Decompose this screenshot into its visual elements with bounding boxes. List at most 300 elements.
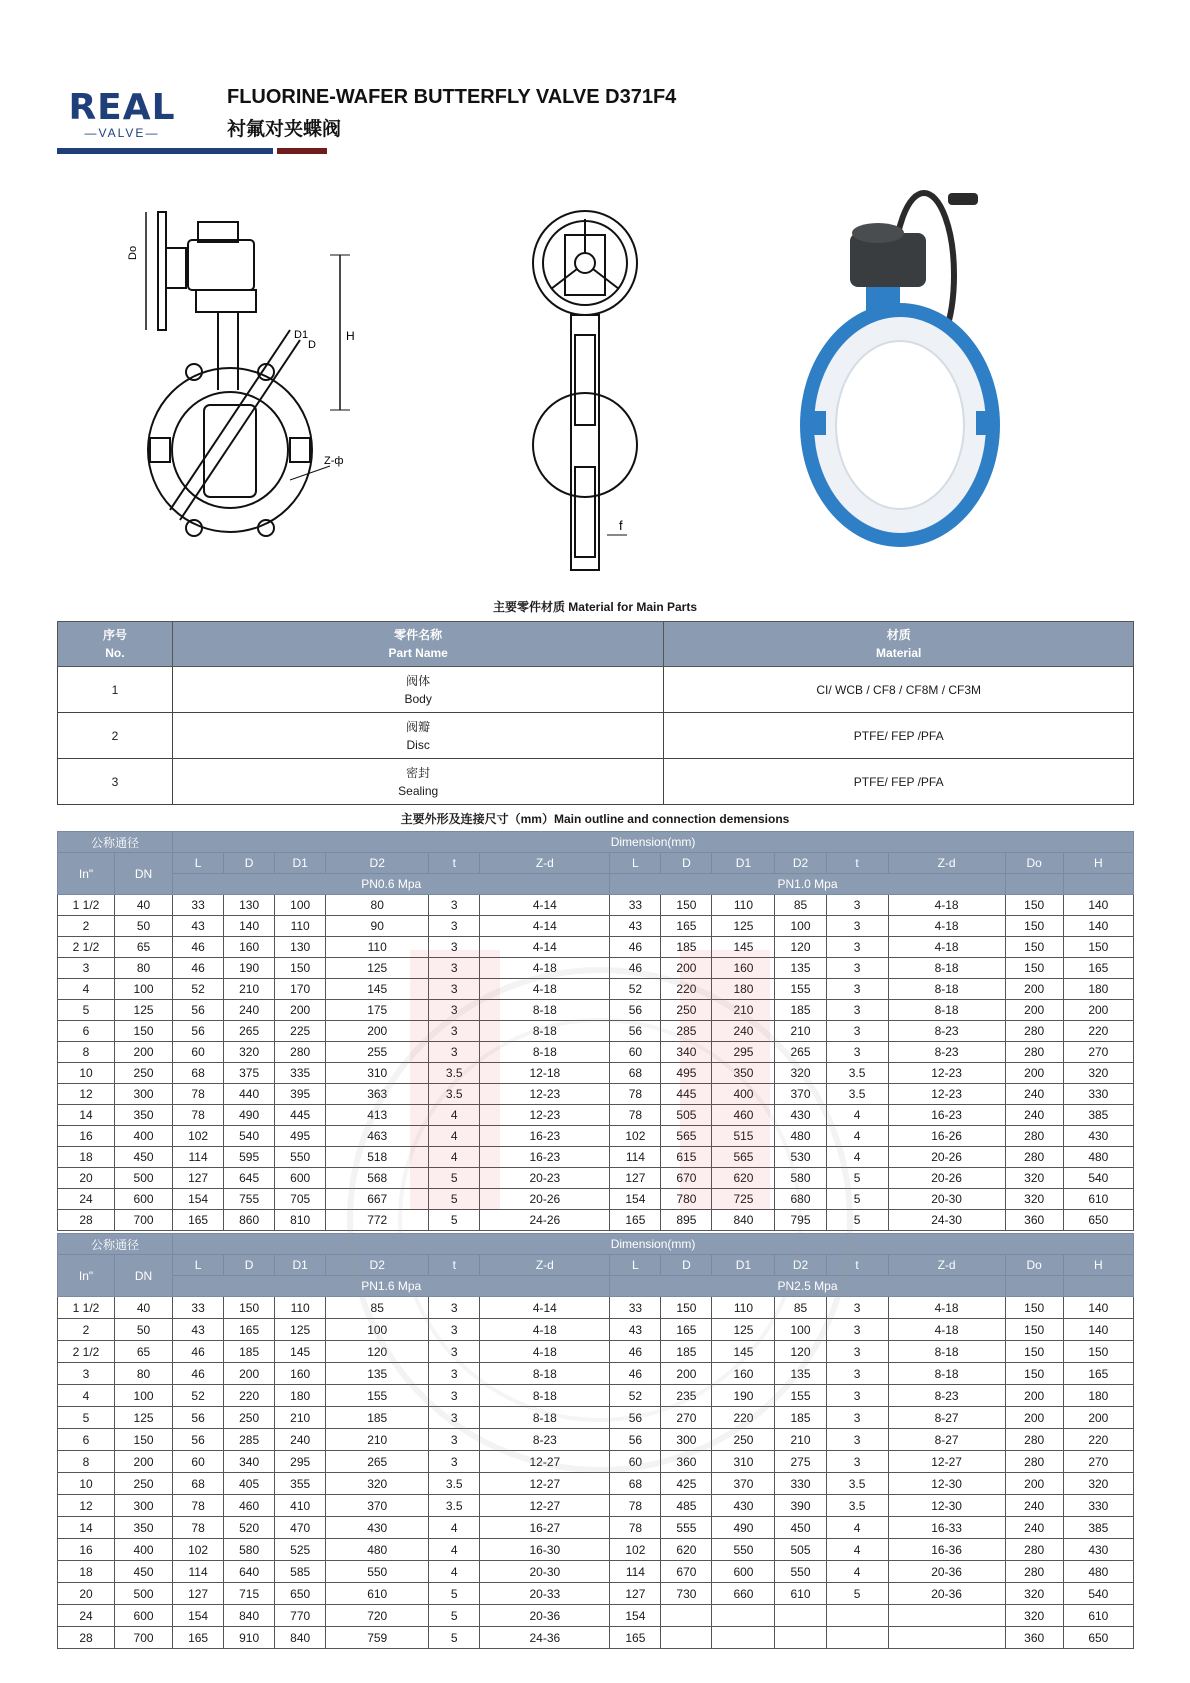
table-cell: 20-33 xyxy=(480,1583,610,1605)
table-cell: 4-14 xyxy=(480,1297,610,1319)
table-cell: 220 xyxy=(224,1385,275,1407)
table-cell: 3.5 xyxy=(826,1495,888,1517)
table-cell: 52 xyxy=(610,1385,661,1407)
table-cell: 20-36 xyxy=(888,1583,1005,1605)
table-cell: 12-23 xyxy=(480,1105,610,1126)
table-cell: 3 xyxy=(429,1429,480,1451)
col-header: D1 xyxy=(275,1255,326,1276)
table-cell: 700 xyxy=(115,1627,173,1649)
table-cell: 78 xyxy=(610,1084,661,1105)
table-cell: 265 xyxy=(775,1042,826,1063)
table-cell: 3.5 xyxy=(429,1473,480,1495)
table-cell: 3 xyxy=(429,1000,480,1021)
table-cell: 24 xyxy=(58,1189,115,1210)
table-cell: 3 xyxy=(826,895,888,916)
table-cell: 770 xyxy=(275,1605,326,1627)
table-cell: 185 xyxy=(661,937,712,958)
table-cell: 4-14 xyxy=(480,937,610,958)
col-header: t xyxy=(826,1255,888,1276)
table-cell: 430 xyxy=(1063,1539,1133,1561)
col-header: L xyxy=(610,853,661,874)
col-header: D xyxy=(661,1255,712,1276)
table-cell: 110 xyxy=(712,1297,775,1319)
table-cell: 650 xyxy=(1063,1627,1133,1649)
table-cell: 68 xyxy=(173,1063,224,1084)
table-row xyxy=(58,1084,1134,1105)
table-cell: 240 xyxy=(1005,1084,1063,1105)
table-cell: 20-30 xyxy=(480,1561,610,1583)
col-header: D2 xyxy=(326,1255,429,1276)
table-cell: 24-26 xyxy=(480,1210,610,1231)
table-cell: 50 xyxy=(115,916,173,937)
table-cell: 400 xyxy=(115,1539,173,1561)
table-row xyxy=(58,1363,1134,1385)
table-cell: 68 xyxy=(173,1473,224,1495)
table-cell: 100 xyxy=(326,1319,429,1341)
table-cell: 46 xyxy=(610,1363,661,1385)
table-cell: 154 xyxy=(610,1189,661,1210)
table-cell: 85 xyxy=(775,1297,826,1319)
table-cell: 52 xyxy=(173,979,224,1000)
table-cell: 425 xyxy=(661,1473,712,1495)
table-cell: 5 xyxy=(429,1189,480,1210)
table-row xyxy=(58,1627,1134,1649)
table-cell: 310 xyxy=(712,1451,775,1473)
table-cell: 12-23 xyxy=(888,1063,1005,1084)
table-cell: 4-18 xyxy=(888,916,1005,937)
dim-col-row xyxy=(58,1255,1134,1276)
table-cell: 8-18 xyxy=(480,1407,610,1429)
table-cell: 90 xyxy=(326,916,429,937)
table-cell: 270 xyxy=(1063,1042,1133,1063)
table-cell: 85 xyxy=(775,895,826,916)
table-row xyxy=(58,1042,1134,1063)
table-cell: 320 xyxy=(326,1473,429,1495)
table-cell: 5 xyxy=(826,1189,888,1210)
table-cell: 200 xyxy=(1005,1063,1063,1084)
table-cell: 2 xyxy=(58,916,115,937)
table-cell: 4 xyxy=(826,1147,888,1168)
table-row xyxy=(58,1297,1134,1319)
table-cell: 125 xyxy=(115,1407,173,1429)
table-cell: 16-30 xyxy=(480,1539,610,1561)
table-cell: 5 xyxy=(826,1168,888,1189)
table-cell: 495 xyxy=(275,1126,326,1147)
table-cell: 4 xyxy=(429,1105,480,1126)
table-cell: 65 xyxy=(115,937,173,958)
table-cell: 610 xyxy=(1063,1605,1133,1627)
table-cell: 155 xyxy=(775,979,826,1000)
table-cell: 40 xyxy=(115,895,173,916)
table-cell: 8-18 xyxy=(888,958,1005,979)
table-cell: 185 xyxy=(661,1341,712,1363)
table-cell: 4-18 xyxy=(888,937,1005,958)
table-row xyxy=(58,1189,1134,1210)
table-cell: 4 xyxy=(58,979,115,1000)
table-row xyxy=(58,1385,1134,1407)
table-cell: 370 xyxy=(712,1473,775,1495)
table-cell: 280 xyxy=(1005,1147,1063,1168)
table-cell: 56 xyxy=(610,1000,661,1021)
table-cell: 154 xyxy=(173,1189,224,1210)
table-cell: 145 xyxy=(275,1341,326,1363)
table-cell: 6 xyxy=(58,1021,115,1042)
cell-material: PTFE/ FEP /PFA xyxy=(664,759,1134,805)
table-cell: 60 xyxy=(173,1451,224,1473)
pn-blank xyxy=(1063,1276,1133,1297)
col-header: D1 xyxy=(275,853,326,874)
table-cell: 150 xyxy=(1005,958,1063,979)
table-cell: 12-27 xyxy=(480,1495,610,1517)
table-cell: 8-18 xyxy=(480,1385,610,1407)
table-cell: 270 xyxy=(1063,1451,1133,1473)
table-cell: 10 xyxy=(58,1063,115,1084)
table-cell: 165 xyxy=(661,916,712,937)
page-title-cn: 衬氟对夹蝶阀 xyxy=(227,119,342,140)
table-cell: 68 xyxy=(610,1473,661,1495)
table-cell: 730 xyxy=(661,1583,712,1605)
col-header: L xyxy=(610,1255,661,1276)
col-header: t xyxy=(429,853,480,874)
table-cell: 8-18 xyxy=(480,1042,610,1063)
table-cell: 445 xyxy=(275,1105,326,1126)
table-cell: 725 xyxy=(712,1189,775,1210)
table-cell: 18 xyxy=(58,1147,115,1168)
table-cell: 56 xyxy=(610,1407,661,1429)
table-cell: 5 xyxy=(826,1210,888,1231)
table-cell: 3 xyxy=(826,1385,888,1407)
table-cell: 780 xyxy=(661,1189,712,1210)
table-cell: 680 xyxy=(775,1189,826,1210)
table-cell: 8-18 xyxy=(888,1363,1005,1385)
table-cell: 56 xyxy=(173,1407,224,1429)
table-cell: 78 xyxy=(610,1495,661,1517)
table-cell: 46 xyxy=(610,958,661,979)
table-cell: 150 xyxy=(224,1297,275,1319)
header-bar-red xyxy=(277,148,327,154)
table-cell: 295 xyxy=(712,1042,775,1063)
table-cell: 430 xyxy=(326,1517,429,1539)
table-cell: 210 xyxy=(712,1000,775,1021)
table-cell: 85 xyxy=(326,1297,429,1319)
table-cell: 16 xyxy=(58,1539,115,1561)
table-cell: 600 xyxy=(115,1189,173,1210)
table-cell: 840 xyxy=(712,1210,775,1231)
table-cell: 28 xyxy=(58,1210,115,1231)
table-cell: 240 xyxy=(275,1429,326,1451)
table-cell: 125 xyxy=(115,1000,173,1021)
table-cell: 150 xyxy=(1005,1297,1063,1319)
table-cell xyxy=(888,1627,1005,1649)
table-cell: 310 xyxy=(326,1063,429,1084)
table-cell: 200 xyxy=(1063,1000,1133,1021)
table-cell: 3 xyxy=(826,1341,888,1363)
table-cell: 585 xyxy=(275,1561,326,1583)
table-cell: 190 xyxy=(712,1385,775,1407)
col-header: Z-d xyxy=(480,1255,610,1276)
table-cell: 78 xyxy=(173,1084,224,1105)
table-cell: 285 xyxy=(661,1021,712,1042)
table-cell: 125 xyxy=(712,916,775,937)
table-cell: 102 xyxy=(610,1126,661,1147)
table-cell: 250 xyxy=(661,1000,712,1021)
table-cell: 140 xyxy=(1063,1319,1133,1341)
table-cell: 640 xyxy=(224,1561,275,1583)
table-cell: 240 xyxy=(712,1021,775,1042)
label-d: D xyxy=(308,339,316,351)
table-cell: 300 xyxy=(115,1084,173,1105)
header-material: 材质 Material xyxy=(664,622,1134,667)
table-row xyxy=(58,667,1134,713)
table-row xyxy=(58,1063,1134,1084)
table-cell: 320 xyxy=(1005,1605,1063,1627)
cell-no: 1 xyxy=(58,667,173,713)
table-cell: 180 xyxy=(712,979,775,1000)
table-cell: 12-27 xyxy=(480,1473,610,1495)
label-do: Do xyxy=(127,245,139,260)
table-cell: 20-23 xyxy=(480,1168,610,1189)
table-cell: 28 xyxy=(58,1627,115,1649)
table-cell: 150 xyxy=(1063,1341,1133,1363)
table-cell: 3 xyxy=(826,1042,888,1063)
table-cell: 14 xyxy=(58,1517,115,1539)
table-cell: 270 xyxy=(661,1407,712,1429)
table-cell: 46 xyxy=(610,1341,661,1363)
table-cell: 225 xyxy=(275,1021,326,1042)
table-cell: 46 xyxy=(173,1341,224,1363)
pn-left: PN0.6 Mpa xyxy=(173,874,610,895)
table-cell: 130 xyxy=(224,895,275,916)
table-cell: 385 xyxy=(1063,1105,1133,1126)
table-cell: 14 xyxy=(58,1105,115,1126)
table-cell: 480 xyxy=(1063,1147,1133,1168)
table-cell: 3.5 xyxy=(429,1084,480,1105)
pn-blank xyxy=(1063,874,1133,895)
table-cell: 860 xyxy=(224,1210,275,1231)
table-cell: 430 xyxy=(712,1495,775,1517)
table-cell: 3.5 xyxy=(826,1063,888,1084)
table-cell: 600 xyxy=(275,1168,326,1189)
table-cell: 3 xyxy=(429,916,480,937)
table-cell: 8-23 xyxy=(888,1385,1005,1407)
table-cell: 3 xyxy=(826,1451,888,1473)
table-cell: 280 xyxy=(1005,1561,1063,1583)
label-f: f xyxy=(619,518,623,533)
table-cell: 3 xyxy=(826,1429,888,1451)
table-cell: 20-36 xyxy=(480,1605,610,1627)
table-cell: 615 xyxy=(661,1147,712,1168)
table-cell: 165 xyxy=(610,1210,661,1231)
table-cell: 12-27 xyxy=(480,1451,610,1473)
table-cell: 16-26 xyxy=(888,1126,1005,1147)
table-cell: 185 xyxy=(775,1407,826,1429)
table-cell: 20 xyxy=(58,1168,115,1189)
table-cell: 285 xyxy=(224,1429,275,1451)
table-cell: 43 xyxy=(610,916,661,937)
table-cell: 320 xyxy=(1063,1063,1133,1084)
table-cell: 4 xyxy=(826,1126,888,1147)
table-cell: 78 xyxy=(173,1105,224,1126)
table-cell: 165 xyxy=(661,1319,712,1341)
table-cell: 5 xyxy=(58,1000,115,1021)
table-cell: 127 xyxy=(610,1168,661,1189)
table-cell: 20-30 xyxy=(888,1189,1005,1210)
col-header: D xyxy=(224,1255,275,1276)
table-cell: 759 xyxy=(326,1627,429,1649)
table-cell: 518 xyxy=(326,1147,429,1168)
table-cell: 200 xyxy=(115,1451,173,1473)
table-cell: 395 xyxy=(275,1084,326,1105)
table-cell: 127 xyxy=(610,1583,661,1605)
table-row xyxy=(58,1021,1134,1042)
table-cell: 330 xyxy=(1063,1084,1133,1105)
table-cell: 670 xyxy=(661,1561,712,1583)
table-cell: 100 xyxy=(115,979,173,1000)
brand-name: REAL xyxy=(68,87,176,128)
materials-caption: 主要零件材质 Material for Main Parts xyxy=(492,600,698,614)
table-cell: 5 xyxy=(429,1627,480,1649)
table-cell: 525 xyxy=(275,1539,326,1561)
table-cell: 480 xyxy=(775,1126,826,1147)
table-cell: 755 xyxy=(224,1189,275,1210)
table-cell: 4 xyxy=(58,1385,115,1407)
table-cell: 127 xyxy=(173,1583,224,1605)
table-cell: 5 xyxy=(826,1583,888,1605)
table-cell: 515 xyxy=(712,1126,775,1147)
table-cell: 80 xyxy=(115,958,173,979)
table-cell: 200 xyxy=(1005,1000,1063,1021)
table-cell: 140 xyxy=(1063,1297,1133,1319)
table-cell: 46 xyxy=(173,937,224,958)
table-cell: 200 xyxy=(1005,1473,1063,1495)
table-cell: 102 xyxy=(610,1539,661,1561)
table-cell: 360 xyxy=(1005,1210,1063,1231)
table-cell: 895 xyxy=(661,1210,712,1231)
table-row xyxy=(58,1539,1134,1561)
table-cell: 150 xyxy=(115,1021,173,1042)
table-cell: 715 xyxy=(224,1583,275,1605)
table-row xyxy=(58,1517,1134,1539)
table-cell: 155 xyxy=(326,1385,429,1407)
pn-left: PN1.6 Mpa xyxy=(173,1276,610,1297)
table-row xyxy=(58,1451,1134,1473)
table-cell: 125 xyxy=(326,958,429,979)
table-cell: 4 xyxy=(826,1105,888,1126)
table-cell: 200 xyxy=(661,1363,712,1385)
table-cell: 235 xyxy=(661,1385,712,1407)
table-cell: 370 xyxy=(326,1495,429,1517)
table-cell: 265 xyxy=(224,1021,275,1042)
table-row xyxy=(58,1605,1134,1627)
table-cell xyxy=(661,1605,712,1627)
nominal-label: 公称通径 xyxy=(58,1234,173,1255)
table-cell: 3 xyxy=(429,1341,480,1363)
table-cell: 200 xyxy=(224,1363,275,1385)
table-cell: 12-18 xyxy=(480,1063,610,1084)
table-cell: 340 xyxy=(661,1042,712,1063)
table-cell: 390 xyxy=(775,1495,826,1517)
table-cell: 33 xyxy=(173,1297,224,1319)
table-row xyxy=(58,1105,1134,1126)
table-cell: 6 xyxy=(58,1429,115,1451)
table-cell: 500 xyxy=(115,1168,173,1189)
dimensions-table-1 xyxy=(57,831,1134,1231)
table-cell: 360 xyxy=(1005,1627,1063,1649)
table-cell: 840 xyxy=(275,1627,326,1649)
dim-header-row xyxy=(58,832,1134,853)
table-cell: 110 xyxy=(275,916,326,937)
table-cell: 3 xyxy=(826,937,888,958)
table-cell: 24-36 xyxy=(480,1627,610,1649)
table-cell: 485 xyxy=(661,1495,712,1517)
table-cell: 185 xyxy=(224,1341,275,1363)
table-cell: 150 xyxy=(1005,895,1063,916)
table-row xyxy=(58,895,1134,916)
table-cell: 5 xyxy=(429,1605,480,1627)
table-cell: 60 xyxy=(173,1042,224,1063)
table-cell: 8-23 xyxy=(888,1042,1005,1063)
table-cell: 4 xyxy=(826,1561,888,1583)
table-cell: 160 xyxy=(275,1363,326,1385)
table-cell: 280 xyxy=(1005,1539,1063,1561)
dim-col-row xyxy=(58,853,1134,874)
table-cell: 4-14 xyxy=(480,916,610,937)
table-cell: 8 xyxy=(58,1451,115,1473)
table-cell: 110 xyxy=(326,937,429,958)
table-cell: 220 xyxy=(661,979,712,1000)
pn-blank xyxy=(1005,874,1063,895)
table-row xyxy=(58,1319,1134,1341)
table-cell: 600 xyxy=(712,1561,775,1583)
table-cell: 620 xyxy=(712,1168,775,1189)
table-cell xyxy=(888,1605,1005,1627)
table-row xyxy=(58,1147,1134,1168)
table-cell: 150 xyxy=(115,1429,173,1451)
table-cell: 33 xyxy=(173,895,224,916)
table-cell: 8-27 xyxy=(888,1407,1005,1429)
table-row xyxy=(58,1126,1134,1147)
table-cell: 150 xyxy=(661,895,712,916)
table-cell: 3 xyxy=(826,1000,888,1021)
table-cell: 68 xyxy=(610,1063,661,1084)
table-cell: 16-23 xyxy=(888,1105,1005,1126)
table-cell: 46 xyxy=(173,1363,224,1385)
table-cell xyxy=(775,1627,826,1649)
table-cell: 12-23 xyxy=(888,1084,1005,1105)
table-cell: 78 xyxy=(610,1517,661,1539)
table-cell: 2 xyxy=(58,1319,115,1341)
cell-no: 2 xyxy=(58,713,173,759)
table-cell: 18 xyxy=(58,1561,115,1583)
table-cell: 8-18 xyxy=(480,1021,610,1042)
table-cell: 3 xyxy=(826,979,888,1000)
table-row xyxy=(58,1429,1134,1451)
table-cell: 56 xyxy=(173,1021,224,1042)
table-cell: 8-18 xyxy=(888,1000,1005,1021)
table-cell: 360 xyxy=(661,1451,712,1473)
table-cell: 5 xyxy=(429,1583,480,1605)
table-cell: 210 xyxy=(224,979,275,1000)
table-cell: 210 xyxy=(775,1429,826,1451)
table-cell: 4 xyxy=(429,1147,480,1168)
col-header: D2 xyxy=(326,853,429,874)
table-cell: 720 xyxy=(326,1605,429,1627)
table-cell: 60 xyxy=(610,1042,661,1063)
table-cell: 8-18 xyxy=(888,979,1005,1000)
table-cell: 450 xyxy=(115,1561,173,1583)
in-label: In" xyxy=(58,853,115,895)
table-cell: 280 xyxy=(275,1042,326,1063)
